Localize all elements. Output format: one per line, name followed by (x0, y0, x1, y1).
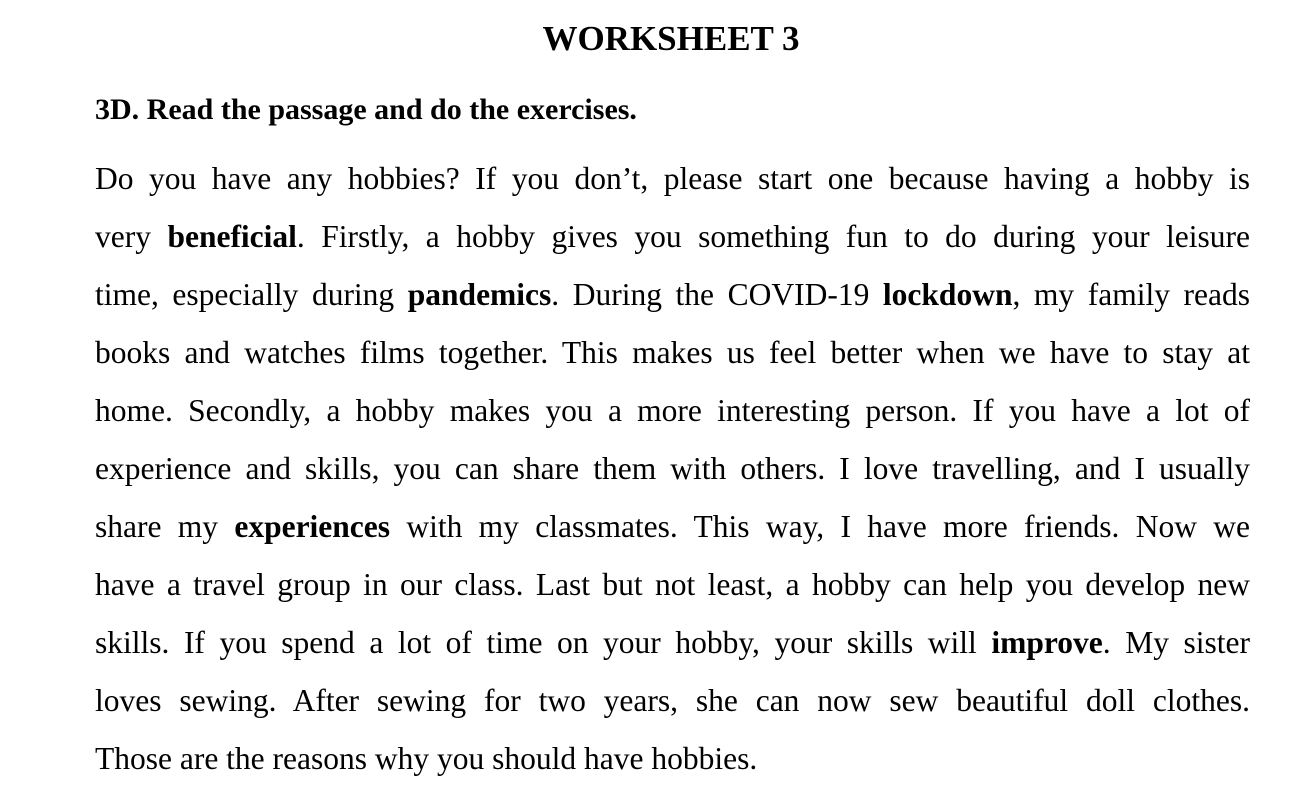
passage-line: share my experiences with my classmates. This way, I have more friends. Now we (95, 509, 1251, 544)
passage-line: Those are the reasons why you should have hobbies. (95, 741, 758, 776)
passage-line: skills. If you spend a lot of time on your hobby, your skills will improve. My sister (95, 625, 1250, 660)
passage-line: books and watches films together. This makes us feel better when we have to stay at (95, 335, 1250, 370)
keyword-improve: improve (991, 625, 1103, 660)
passage-line: Do you have any hobbies? If you don’t, please start one because having a hobby is (95, 161, 1250, 196)
passage-line: very beneficial. Firstly, a hobby gives you something fun to do during your leisure (95, 219, 1250, 254)
keyword-lockdown: lockdown (882, 277, 1013, 312)
keyword-experiences: experiences (234, 509, 391, 544)
passage-line: experience and skills, you can share them with others. I love travelling, and I usually (95, 451, 1250, 486)
passage-line: home. Secondly, a hobby makes you a more interesting person. If you have a lot of (95, 393, 1250, 428)
keyword-pandemics: pandemics (407, 277, 552, 312)
reading-passage (95, 150, 1250, 788)
passage-line: have a travel group in our class. Last but not least, a hobby can help you develop new (95, 567, 1250, 602)
exercise-heading: 3D. Read the passage and do the exercises. (95, 93, 637, 126)
worksheet-title: WORKSHEET 3 (542, 19, 800, 58)
passage-line: loves sewing. After sewing for two years, she can now sew beautiful doll clothes. (95, 683, 1250, 718)
passage-line: time, especially during pandemics. During the COVID-19 lockdown, my family reads (95, 277, 1250, 312)
keyword-beneficial: beneficial (167, 219, 297, 254)
